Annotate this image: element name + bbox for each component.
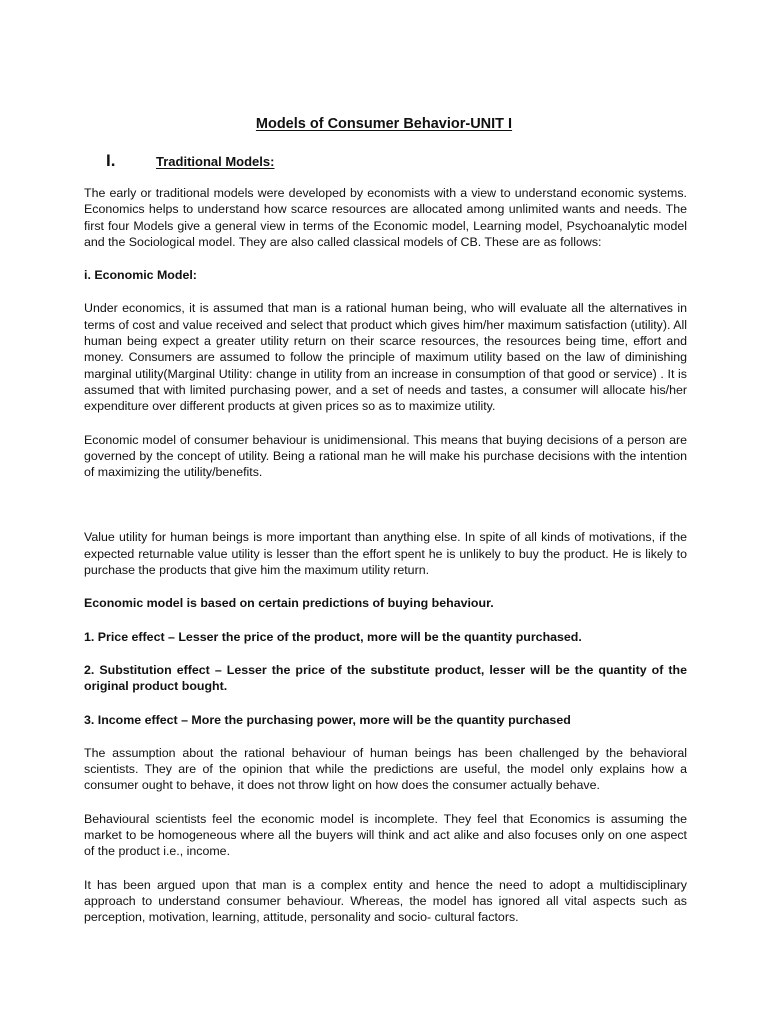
list-item-income-effect: 3. Income effect – More the purchasing power, more will be the quantity purchased bbox=[84, 712, 571, 727]
list-item-substitution-effect: 2. Substitution effect – Lesser the price of the substitute product, lesser will be the quantity of the original product bought. bbox=[84, 662, 687, 694]
section-number: I. bbox=[106, 151, 116, 170]
paragraph-multidisciplinary: It has been argued upon that man is a complex entity and hence the need to adopt a multidisciplinary approach to understand consumer behaviour. Whereas, the model has ignored all vital aspects such as perception, motivation, learning, attitude, personality and socio- cultural factors. bbox=[84, 877, 687, 925]
subheading-economic-model: i. Economic Model: bbox=[84, 268, 197, 283]
paragraph-rational-challenge: The assumption about the rational behaviour of human beings has been challenged by the behavioral scientists. They are of the opinion that while the predictions are useful, the model only explains how a consumer ought to behave, it does not throw light on how does the consumer actually behave. bbox=[84, 745, 687, 793]
paragraph-incomplete-model: Behavioural scientists feel the economic model is incomplete. They feel that Economics is assuming the market to be homogeneous where all the buyers will think and act alike and also focuses only on one aspect of the product i.e., income. bbox=[84, 811, 687, 859]
list-item-price-effect: 1. Price effect – Lesser the price of the product, more will be the quantity purchased. bbox=[84, 629, 582, 644]
paragraph-intro: The early or traditional models were developed by economists with a view to understand economic systems. Economics helps to understand how scarce resources are allocated among unlimited wants and needs. The first four Models give a general view in terms of the Economic model, Learning model, Psychoanalytic model and the Sociological model. They are also called classical models of CB. These are as follows: bbox=[84, 186, 687, 249]
document-title: Models of Consumer Behavior-UNIT I bbox=[255, 116, 513, 132]
paragraph-predictions: Economic model is based on certain predictions of buying behaviour. bbox=[84, 596, 494, 611]
paragraph-value-utility: Value utility for human beings is more important than anything else. In spite of all kinds of motivations, if the expected returnable value utility is lesser than the effort spent he is unlikely to buy the product. He is likely to purchase the products that give him the maximum utility return. bbox=[84, 530, 687, 578]
document-body bbox=[84, 185, 687, 926]
paragraph-unidimensional: Economic model of consumer behaviour is unidimensional. This means that buying decisions of a person are governed by the concept of utility. Being a rational man he will make his purchase decisions with the intention of maximizing the utility/benefits. bbox=[84, 432, 687, 480]
section-heading: Traditional Models: bbox=[156, 154, 275, 169]
paragraph-economics-assumption: Under economics, it is assumed that man is a rational human being, who will evaluate all the alternatives in terms of cost and value received and select that product which gives him/her maximum satisfaction (utility). All human being expect a greater utility return on their scarce resources, the resources being time, effort and money. Consumers are assumed to follow the principle of maximum utility based on the law of diminishing marginal utility(Marginal Utility: change in utility from an increase in consumption of that good or service) . It is assumed that with limited purchasing power, and a set of needs and tastes, a consumer will allocate his/her expenditure over different products at given prices so as to maximize utility. bbox=[84, 301, 687, 414]
